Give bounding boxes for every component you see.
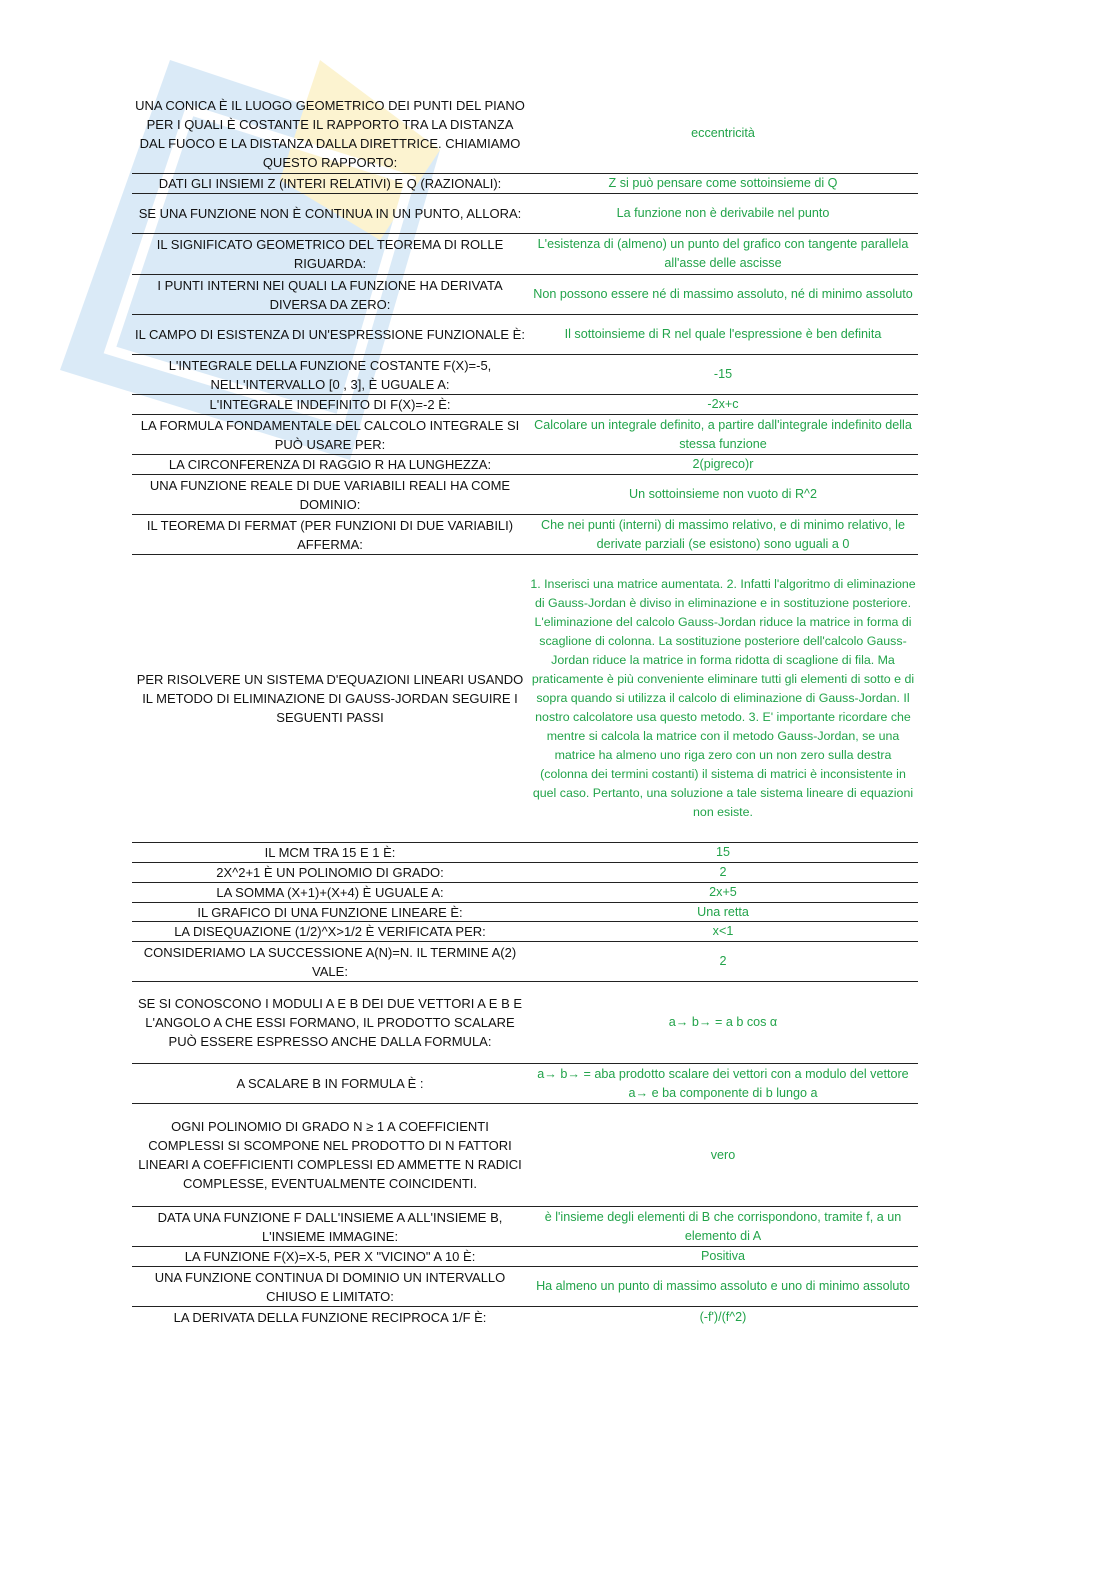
question-cell: IL GRAFICO DI UNA FUNZIONE LINEARE È: [197,904,463,920]
answer-cell: -2x+c [707,397,739,411]
answer-cell: x<1 [712,924,734,938]
question-cell: 2X^2+1 È UN POLINOMIO DI GRADO: [216,865,444,880]
table-row [132,1207,918,1247]
answer-cell: a→ b→ = a b cos α [668,1015,778,1029]
question-cell: IL TEOREMA DI FERMAT (PER FUNZIONI DI DUE VARIABILI) AFFERMA: [146,517,514,552]
question-cell: LA DISEQUAZIONE (1/2)^X>1/2 È VERIFICATA PER: [174,924,486,939]
table-row [132,455,918,475]
question-cell: IL SIGNIFICATO GEOMETRICO DEL TEOREMA DI ROLLE RIGUARDA: [156,237,504,271]
question-cell: I PUNTI INTERNI NEI QUALI LA FUNZIONE HA DERIVATA DIVERSA DA ZERO: [157,277,503,312]
table-row [132,234,918,275]
question-cell: IL CAMPO DI ESISTENZA DI UN'ESPRESSIONE FUNZIONALE È: [135,327,525,342]
answer-cell: -15 [713,367,733,381]
table-row [132,942,918,982]
question-cell: IL MCM TRA 15 E 1 È: [264,845,396,860]
table-row [132,194,918,234]
question-cell: A SCALARE B IN FORMULA È : [236,1076,424,1091]
answer-cell: 2 [719,865,727,879]
answer-cell: Z si può pensare come sottoinsieme di Q [608,176,838,190]
table-row [132,1307,918,1327]
table-row [132,415,918,455]
answer-cell: a→ b→ = aba prodotto scalare dei vettori con a modulo del vettore a→ e ba componente di b lungo a [537,1066,909,1100]
answer-cell: Un sottoinsieme non vuoto di R^2 [629,487,817,501]
table-row [132,903,918,922]
question-cell: PER RISOLVERE UN SISTEMA D'EQUAZIONI LINEARI USANDO IL METODO DI ELIMINAZIONE DI GAUSS-JORDAN SEGUIRE I SEGUENTI PASSI [136,672,524,725]
table-row [132,515,918,555]
table-row [132,275,918,315]
answer-cell: 2x+5 [709,885,737,899]
answer-cell: 2 [719,954,727,968]
answer-cell: vero [710,1147,736,1162]
question-cell: DATI GLI INSIEMI Z (INTERI RELATIVI) E Q (RAZIONALI): [158,176,502,191]
table-row [132,1267,918,1307]
question-cell: DATA UNA FUNZIONE F DALL'INSIEME A ALL'INSIEME B, L'INSIEME IMMAGINE: [157,1209,503,1244]
answer-cell: Una retta [697,904,749,919]
answer-cell: eccentricità [691,126,755,140]
table-row [132,174,918,194]
question-cell: LA SOMMA (X+1)+(X+4) È UGUALE A: [216,885,444,900]
answer-cell: Ha almeno un punto di massimo assoluto e uno di minimo assoluto [536,1279,910,1293]
answer-cell: 2(pigreco)r [692,457,754,471]
question-cell: L'INTEGRALE DELLA FUNZIONE COSTANTE F(X)=-5, NELL'INTERVALLO [0 , 3], È UGUALE A: [168,357,492,392]
table-row [132,315,918,355]
answer-cell: Positiva [700,1249,746,1263]
question-cell: L'INTEGRALE INDEFINITO DI F(X)=-2 È: [209,397,451,412]
answer-cell: Non possono essere né di massimo assoluto, né di minimo assoluto [533,287,913,301]
question-cell: SE UNA FUNZIONE NON È CONTINUA IN UN PUNTO, ALLORA: [138,206,522,221]
question-cell: LA CIRCONFERENZA DI RAGGIO R HA LUNGHEZZA: [168,457,492,472]
table-row [132,355,918,395]
table-row [132,475,918,515]
answer-cell: 15 [715,845,730,859]
answer-cell: è l'insieme degli elementi di B che corrispondono, tramite f, a un elemento di A [544,1209,902,1243]
table-row [132,395,918,415]
table-row [132,982,918,1064]
answer-cell: Che nei punti (interni) di massimo relativo, e di minimo relativo, le derivate parziali (se esistono) sono uguali a 0 [541,517,905,551]
table-row [132,922,918,942]
question-cell: UNA CONICA È IL LUOGO GEOMETRICO DEI PUNTI DEL PIANO PER I QUALI È COSTANTE IL RAPPORTO TRA LA DISTANZA DAL FUOCO E LA DISTANZA DALLA DIRETTRICE. CHIAMIAMO QUESTO RAPPORTO: [135,97,525,170]
answer-cell: La funzione non è derivabile nel punto [616,206,830,220]
answer-cell: 1. Inserisci una matrice aumentata. 2. Infatti l'algoritmo di eliminazione di Gauss-Jordan è diviso in eliminazione e in sostituzione posteriore. L'eliminazione del calcolo Gauss-Jordan riduce la matrice in forma di scaglione di colonna. La sostituzione posteriore dell'calcolo Gauss-Jordan riduce la matrice in forma ridotta di scaglione di fila. Ma praticamente è più conveniente eliminare tutti gli elementi di sotto e di sopra quando si utilizza il calcolo di eliminazione di Gauss-Jordan. Il nostro calcolatore usa questo metodo. 3. E' importante ricordare che mentre si calcola la matrice con il metodo Gauss-Jordan, se una matrice ha almeno uno riga zero con un non zero sulla destra (colonna dei termini costanti) il sistema di matrici è inconsistente in quel caso. Pertanto, una soluzione a tale sistema lineare di equazioni non esiste. [530,577,916,819]
question-cell: LA FORMULA FONDAMENTALE DEL CALCOLO INTEGRALE SI PUÒ USARE PER: [140,417,520,452]
question-cell: OGNI POLINOMIO DI GRADO N ≥ 1 A COEFFICIENTI COMPLESSI SI SCOMPONE NEL PRODOTTO DI N FATTORI LINEARI A COEFFICIENTI COMPLESSI ED AMMETTE N RADICI COMPLESSE, EVENTUALMENTE COINCIDENTI. [138,1119,522,1191]
question-cell: LA DERIVATA DELLA FUNZIONE RECIPROCA 1/F È: [173,1309,487,1325]
question-cell: CONSIDERIAMO LA SUCCESSIONE A(N)=N. IL TERMINE A(2) VALE: [143,944,517,979]
answer-cell: Calcolare un integrale definito, a partire dall'integrale indefinito della stessa funzione [534,417,912,451]
table-row [132,863,918,883]
table-row [132,843,918,863]
question-cell: LA FUNZIONE F(X)=X-5, PER X "VICINO" A 10 È: [184,1249,476,1264]
answer-cell: Il sottoinsieme di R nel quale l'espressione è ben definita [564,327,882,341]
qa-table [132,94,918,1327]
answer-cell: L'esistenza di (almeno) un punto del grafico con tangente parallela all'asse delle ascisse [537,237,909,270]
table-row [132,94,918,174]
table-row [132,555,918,843]
question-cell: SE SI CONOSCONO I MODULI A E B DEI DUE VETTORI A E B E L'ANGOLO A CHE ESSI FORMANO, IL PRODOTTO SCALARE PUÒ ESSERE ESPRESSO ANCHE DALLA FORMULA: [137,996,523,1049]
table-row [132,1104,918,1207]
table-row [132,1247,918,1267]
answer-cell: (-f')/(f^2) [699,1309,747,1324]
question-cell: UNA FUNZIONE CONTINUA DI DOMINIO UN INTERVALLO CHIUSO E LIMITATO: [154,1269,506,1304]
table-row [132,883,918,903]
table-row [132,1064,918,1104]
question-cell: UNA FUNZIONE REALE DI DUE VARIABILI REALI HA COME DOMINIO: [149,477,511,512]
